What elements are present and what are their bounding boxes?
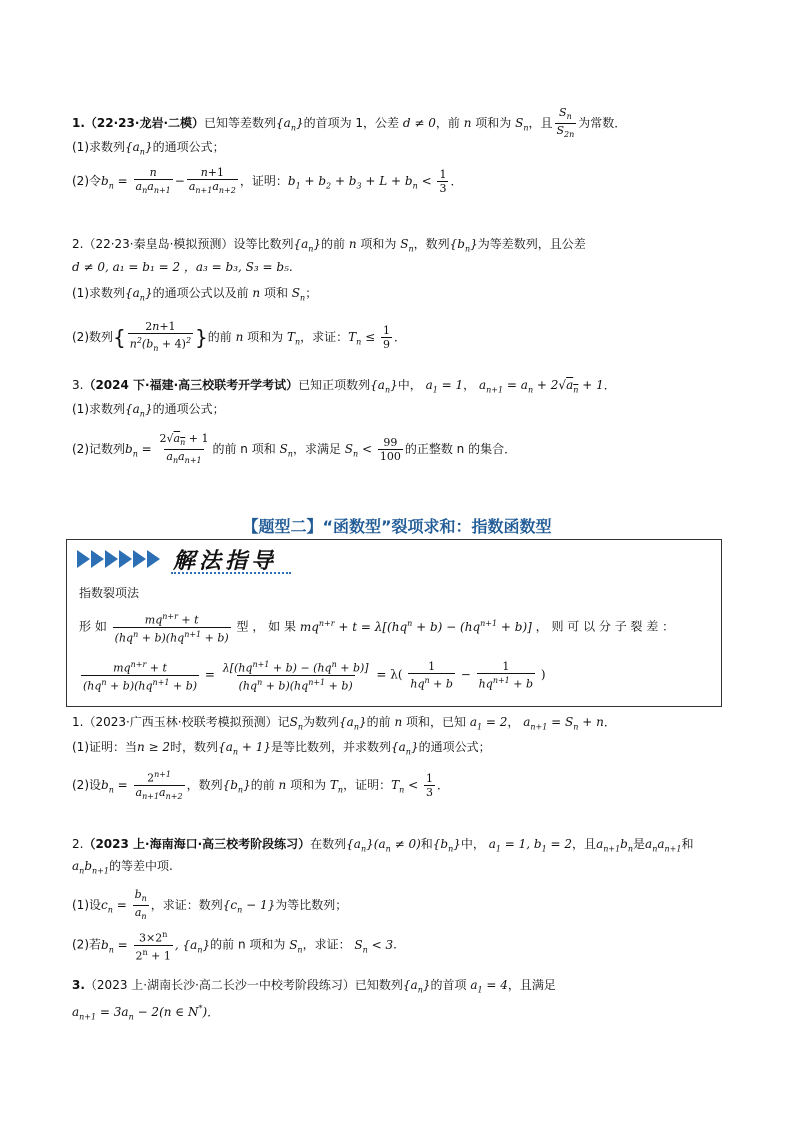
guide-subtitle: 指数裂项法	[79, 586, 140, 600]
chevron-arrows-icon	[77, 550, 161, 568]
problem-2-q2: (2)数列{ $\frac{2n+1}{n^2(b_n + 4)^2}$ }的前 n 项和为 $T_n$，求证：$T_n$ ≤ $\frac{1}{9}$ ．	[72, 320, 407, 353]
problem-1-q1: (1)求数列$\{a_n\}$的通项公式；	[72, 140, 225, 157]
problem-5-q1: (1)设$c_n$ = $\frac{b_n}{a_n}$ ，求证：数列$\{c_n - 1\}$为等比数列；	[72, 888, 348, 922]
guide-line-1: 形 如 $\frac{mq^{n+r} + t}{(hq^n + b)(hq^{n+1} + b)}$ 型 ， 如 果 $mq^{n+r} + t = \lambda[(hq^n + b) - (hq^{n+1} + b)]$ ， 则 可 以 分 子 裂 差 ：	[79, 612, 675, 645]
method-guide-box	[66, 539, 722, 707]
problem-4-q1: (1)证明：当n ≥ 2时，数列$\{a_n + 1\}$是等比数列，并求数列$\{a_n\}$的通项公式；	[72, 740, 491, 757]
problem-5-stem-line2: $a_nb_{n+1}$的等差中项.	[72, 859, 173, 876]
problem-6-stem: 3.（2023 上·湖南长沙·高二长沙一中校考阶段练习）已知数列$\{a_n\}$的首项 $a_1 = 4$，且满足	[72, 978, 556, 995]
problem-3-stem: 3.（2024 下·福建·高三校联考开学考试）已知正项数列$\{a_n\}$中， $a_1 = 1$， $a_{n+1} = a_n + 2√a_n + 1$．	[72, 378, 616, 395]
problem-3-q2: (2)记数列$b_n$ = $\frac{2√a_n + 1}{a_na_{n+1}}$ 的前 n 项和 $S_n$，求满足 $S_n$ < $\frac{99}{100}$ 的正整数 n 的集合．	[72, 432, 517, 466]
problem-2-stem: 2.（22·23·秦皇岛·模拟预测）设等比数列$\{a_n\}$的前 n 项和为 $S_n$，数列$\{b_n\}$为等差数列，且公差	[72, 237, 586, 254]
problem-1-q2: (2)令$b_n$ = $\frac{n}{a_na_{n+1}}$ − $\frac{n+1}{a_{n+1}a_{n+2}}$ ，证明：$b_1 + b_2 + b_3 + L + b_n$ < $\frac{1}{3}$ ．	[72, 166, 463, 196]
guide-title: 解法指导	[173, 549, 278, 574]
problem-6-stem-line2: $a_{n+1} = 3a_n - 2(n$ ∈ N*)．	[72, 1004, 220, 1022]
section-title: 【题型二】“函数型”裂项求和：指数函数型	[242, 517, 552, 536]
problem-2-q1: (1)求数列$\{a_n\}$的通项公式以及前 n 项和 $S_n$；	[72, 286, 318, 303]
problem-5-q2: (2)若$b_n$ = $\frac{3\times 2^n}{2^n + 1}$ , $\{a_n\}$的前 n 项和为 $S_n$，求证： $S_n < 3$.	[72, 930, 397, 963]
problem-4-stem: 1.（2023·广西玉林·校联考模拟预测）记$S_n$为数列$\{a_n\}$的前 n 项和，已知 $a_1 = 2$， $a_{n+1} = S_n + n$．	[72, 715, 616, 732]
problem-5-stem: 2.（2023 上·海南海口·高三校考阶段练习）在数列$\{a_n\}(a_n \ne 0)$和$\{b_n\}$中， $a_1 = 1$, $b_1 = 2$，且$a_{n+1}b_n$是$a_na_{n+1}$和	[72, 837, 694, 854]
problem-1-stem: 1.（22·23·龙岩·二模）已知等差数列$\{a_n\}$的首项为 1，公差 d ≠ 0，前 n 项和为 $S_n$，且 $\frac{S_n}{S_{2n}}$ 为常数．	[72, 106, 627, 140]
guide-title-underline	[171, 572, 291, 574]
problem-4-q2: (2)设$b_n$ = $\frac{2^{n+1}}{a_{n+1}a_{n+2}}$ ，数列$\{b_n\}$的前 n 项和为 $T_n$，证明：$T_n$ < $\frac{1}{3}$ ．	[72, 770, 449, 801]
problem-3-q1: (1)求数列$\{a_n\}$的通项公式；	[72, 402, 225, 419]
problem-2-conditions: d ≠ 0, a₁ = b₁ = 2 ，a₃ = b₃, S₃ = b₅.	[72, 260, 293, 274]
guide-formula: $\frac{mq^{n+r} + t}{(hq^n + b)(hq^{n+1} + b)}$ = $\frac{\lambda[(hq^{n+1} + b) - (hq^n + b)]}{(hq^n + b)(hq^{n+1} + b)}$ = λ( $\frac{1}{hq^n + b}$ − $\frac{1}{hq^{n+1} + b}$ )	[83, 659, 546, 693]
